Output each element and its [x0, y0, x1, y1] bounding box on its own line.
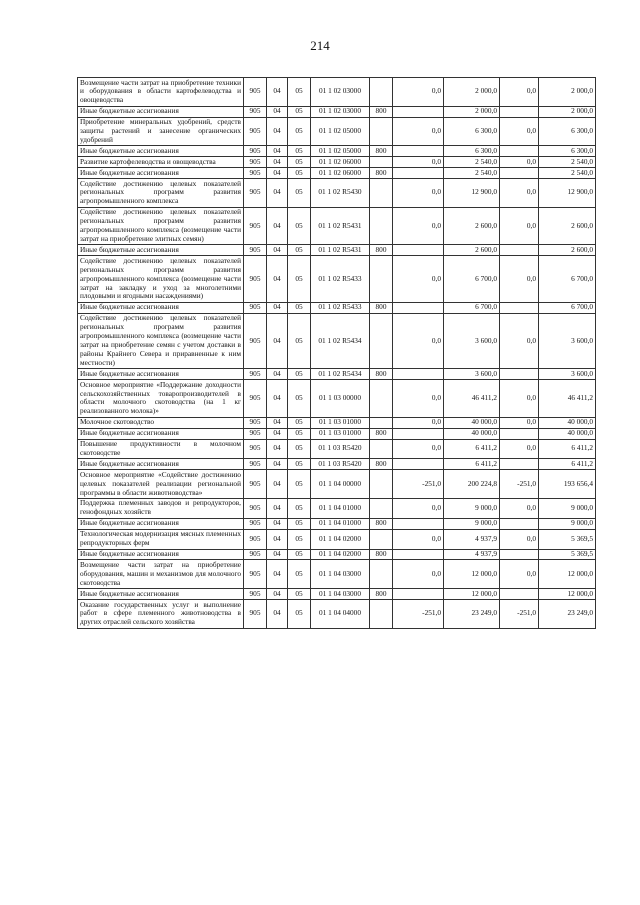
ministry-code: 905 — [244, 256, 267, 303]
amount-change-2: 0,0 — [500, 313, 539, 368]
ministry-code: 905 — [244, 157, 267, 168]
amount-total-2: 3 600,0 — [539, 369, 596, 380]
budget-item-name: Содействие достижению целевых показателей региональных программ развития агропромышленного комплекса (возмещение части затрат на приобретение семян с учетом доставки в районы Крайнего Севера и приравненные к ним местности) — [78, 313, 244, 368]
amount-change-2 — [500, 518, 539, 529]
target-article-code: 01 1 02 03000 — [311, 78, 370, 107]
amount-total-1: 6 700,0 — [444, 256, 500, 303]
amount-total-1: 40 000,0 — [444, 428, 500, 439]
amount-change-1: 0,0 — [393, 498, 444, 518]
budget-item-name: Технологическая модернизация мясных племенных репродукторных ферм — [78, 529, 244, 549]
expense-type-code — [370, 439, 393, 459]
amount-total-2: 23 249,0 — [539, 600, 596, 629]
amount-change-1 — [393, 549, 444, 560]
amount-change-1: 0,0 — [393, 560, 444, 589]
table-row — [78, 78, 596, 107]
amount-total-1: 2 540,0 — [444, 168, 500, 179]
amount-total-2: 6 300,0 — [539, 117, 596, 146]
amount-change-2: 0,0 — [500, 256, 539, 303]
target-article-code: 01 1 02 R5431 — [311, 207, 370, 245]
budget-item-name: Развитие картофелеводства и овощеводства — [78, 157, 244, 168]
amount-change-1 — [393, 459, 444, 470]
section-code: 04 — [267, 78, 288, 107]
table-row — [78, 549, 596, 560]
amount-total-1: 2 600,0 — [444, 245, 500, 256]
budget-item-name: Молочное скотоводство — [78, 417, 244, 428]
amount-change-2: 0,0 — [500, 439, 539, 459]
ministry-code: 905 — [244, 245, 267, 256]
amount-change-1 — [393, 302, 444, 313]
amount-change-2 — [500, 459, 539, 470]
amount-change-1: 0,0 — [393, 207, 444, 245]
expense-type-code: 800 — [370, 589, 393, 600]
subsection-code: 05 — [288, 600, 311, 629]
amount-total-2: 12 900,0 — [539, 179, 596, 208]
target-article-code: 01 1 04 02000 — [311, 549, 370, 560]
ministry-code: 905 — [244, 498, 267, 518]
page-number: 214 — [310, 38, 330, 53]
target-article-code: 01 1 03 R5420 — [311, 439, 370, 459]
expense-type-code: 800 — [370, 518, 393, 529]
amount-change-1: -251,0 — [393, 600, 444, 629]
expense-type-code — [370, 117, 393, 146]
subsection-code: 05 — [288, 380, 311, 418]
budget-item-name: Иные бюджетные ассигнования — [78, 302, 244, 313]
amount-total-1: 3 600,0 — [444, 369, 500, 380]
amount-total-2: 40 000,0 — [539, 417, 596, 428]
subsection-code: 05 — [288, 207, 311, 245]
table-row — [78, 459, 596, 470]
amount-total-1: 12 900,0 — [444, 179, 500, 208]
budget-item-name: Основное мероприятие «Содействие достижению целевых показателей реализации региональной программы в области животноводства» — [78, 470, 244, 499]
ministry-code: 905 — [244, 380, 267, 418]
subsection-code: 05 — [288, 589, 311, 600]
section-code: 04 — [267, 302, 288, 313]
section-code: 04 — [267, 529, 288, 549]
table-row — [78, 256, 596, 303]
subsection-code: 05 — [288, 560, 311, 589]
amount-change-2 — [500, 146, 539, 157]
amount-total-1: 4 937,9 — [444, 549, 500, 560]
ministry-code: 905 — [244, 117, 267, 146]
table-row — [78, 207, 596, 245]
subsection-code: 05 — [288, 117, 311, 146]
amount-total-2: 46 411,2 — [539, 380, 596, 418]
amount-change-1: 0,0 — [393, 380, 444, 418]
expense-type-code — [370, 78, 393, 107]
table-row — [78, 529, 596, 549]
target-article-code: 01 1 04 03000 — [311, 560, 370, 589]
ministry-code: 905 — [244, 589, 267, 600]
amount-change-2: 0,0 — [500, 498, 539, 518]
table-row — [78, 245, 596, 256]
target-article-code: 01 1 02 05000 — [311, 117, 370, 146]
amount-change-2: 0,0 — [500, 117, 539, 146]
amount-total-1: 12 000,0 — [444, 560, 500, 589]
section-code: 04 — [267, 313, 288, 368]
amount-total-1: 9 000,0 — [444, 518, 500, 529]
target-article-code: 01 1 02 R5434 — [311, 313, 370, 368]
table-row — [78, 589, 596, 600]
expense-type-code: 800 — [370, 549, 393, 560]
budget-item-name: Иные бюджетные ассигнования — [78, 245, 244, 256]
section-code: 04 — [267, 560, 288, 589]
subsection-code: 05 — [288, 518, 311, 529]
amount-total-1: 46 411,2 — [444, 380, 500, 418]
section-code: 04 — [267, 428, 288, 439]
subsection-code: 05 — [288, 106, 311, 117]
section-code: 04 — [267, 417, 288, 428]
expense-type-code — [370, 560, 393, 589]
subsection-code: 05 — [288, 302, 311, 313]
subsection-code: 05 — [288, 369, 311, 380]
table-row — [78, 313, 596, 368]
target-article-code: 01 1 04 03000 — [311, 589, 370, 600]
section-code: 04 — [267, 106, 288, 117]
table-row — [78, 380, 596, 418]
target-article-code: 01 1 02 R5434 — [311, 369, 370, 380]
budget-item-name: Иные бюджетные ассигнования — [78, 428, 244, 439]
amount-total-1: 6 300,0 — [444, 146, 500, 157]
amount-change-2 — [500, 106, 539, 117]
amount-change-1 — [393, 428, 444, 439]
amount-change-1: 0,0 — [393, 529, 444, 549]
table-row — [78, 179, 596, 208]
expense-type-code — [370, 380, 393, 418]
amount-total-2: 40 000,0 — [539, 428, 596, 439]
amount-change-2: 0,0 — [500, 560, 539, 589]
expense-type-code — [370, 179, 393, 208]
ministry-code: 905 — [244, 560, 267, 589]
table-row — [78, 560, 596, 589]
amount-total-2: 2 000,0 — [539, 106, 596, 117]
table-row — [78, 428, 596, 439]
section-code: 04 — [267, 518, 288, 529]
ministry-code: 905 — [244, 417, 267, 428]
subsection-code: 05 — [288, 498, 311, 518]
amount-change-1: 0,0 — [393, 78, 444, 107]
amount-total-1: 40 000,0 — [444, 417, 500, 428]
expense-type-code — [370, 470, 393, 499]
subsection-code: 05 — [288, 146, 311, 157]
amount-total-2: 9 000,0 — [539, 518, 596, 529]
amount-total-2: 6 700,0 — [539, 302, 596, 313]
target-article-code: 01 1 04 01000 — [311, 518, 370, 529]
target-article-code: 01 1 02 R5433 — [311, 256, 370, 303]
ministry-code: 905 — [244, 369, 267, 380]
section-code: 04 — [267, 498, 288, 518]
amount-change-1 — [393, 146, 444, 157]
amount-total-1: 23 249,0 — [444, 600, 500, 629]
amount-change-1 — [393, 518, 444, 529]
section-code: 04 — [267, 245, 288, 256]
amount-total-1: 6 411,2 — [444, 439, 500, 459]
table-row — [78, 146, 596, 157]
section-code: 04 — [267, 600, 288, 629]
amount-total-2: 2 540,0 — [539, 157, 596, 168]
amount-total-2: 2 540,0 — [539, 168, 596, 179]
table-row — [78, 600, 596, 629]
target-article-code: 01 1 02 R5430 — [311, 179, 370, 208]
amount-change-1: 0,0 — [393, 117, 444, 146]
amount-total-1: 2 600,0 — [444, 207, 500, 245]
expense-type-code: 800 — [370, 245, 393, 256]
budget-item-name: Возмещение части затрат на приобретение оборудования, машин и механизмов для молочного скотоводства — [78, 560, 244, 589]
expense-type-code — [370, 157, 393, 168]
amount-change-2 — [500, 168, 539, 179]
amount-change-1: -251,0 — [393, 470, 444, 499]
target-article-code: 01 1 03 01000 — [311, 417, 370, 428]
amount-change-1: 0,0 — [393, 417, 444, 428]
subsection-code: 05 — [288, 157, 311, 168]
section-code: 04 — [267, 589, 288, 600]
section-code: 04 — [267, 146, 288, 157]
amount-total-1: 6 700,0 — [444, 302, 500, 313]
table-row — [78, 117, 596, 146]
table-row — [78, 498, 596, 518]
expense-type-code — [370, 600, 393, 629]
amount-total-1: 6 300,0 — [444, 117, 500, 146]
amount-total-2: 6 411,2 — [539, 459, 596, 470]
table-row — [78, 439, 596, 459]
budget-item-name: Иные бюджетные ассигнования — [78, 168, 244, 179]
amount-total-2: 6 411,2 — [539, 439, 596, 459]
amount-change-2: -251,0 — [500, 600, 539, 629]
ministry-code: 905 — [244, 600, 267, 629]
expense-type-code: 800 — [370, 146, 393, 157]
budget-item-name: Оказание государственных услуг и выполнение работ в сфере племенного животноводства в других отраслей сельского хозяйства — [78, 600, 244, 629]
budget-table — [77, 77, 596, 629]
amount-total-2: 6 700,0 — [539, 256, 596, 303]
subsection-code: 05 — [288, 168, 311, 179]
amount-change-2: -251,0 — [500, 470, 539, 499]
budget-item-name: Поддержка племенных заводов и репродукторов, генофондных хозяйств — [78, 498, 244, 518]
ministry-code: 905 — [244, 78, 267, 107]
amount-change-2: 0,0 — [500, 78, 539, 107]
expense-type-code: 800 — [370, 106, 393, 117]
amount-change-1: 0,0 — [393, 157, 444, 168]
amount-change-1: 0,0 — [393, 179, 444, 208]
target-article-code: 01 1 02 03000 — [311, 106, 370, 117]
expense-type-code — [370, 256, 393, 303]
budget-item-name: Основное мероприятие «Поддержание доходности сельскохозяйственных товаропроизводителей в области молочного скотоводства (на 1 кг реализованного молока)» — [78, 380, 244, 418]
section-code: 04 — [267, 439, 288, 459]
subsection-code: 05 — [288, 179, 311, 208]
target-article-code: 01 1 03 R5420 — [311, 459, 370, 470]
section-code: 04 — [267, 470, 288, 499]
section-code: 04 — [267, 459, 288, 470]
subsection-code: 05 — [288, 417, 311, 428]
target-article-code: 01 1 02 06000 — [311, 157, 370, 168]
subsection-code: 05 — [288, 439, 311, 459]
amount-total-1: 2 540,0 — [444, 157, 500, 168]
amount-change-1 — [393, 589, 444, 600]
target-article-code: 01 1 04 02000 — [311, 529, 370, 549]
amount-total-2: 12 000,0 — [539, 560, 596, 589]
amount-change-1 — [393, 106, 444, 117]
section-code: 04 — [267, 256, 288, 303]
amount-change-2 — [500, 302, 539, 313]
amount-total-2: 2 600,0 — [539, 207, 596, 245]
amount-change-1 — [393, 369, 444, 380]
amount-total-1: 3 600,0 — [444, 313, 500, 368]
amount-total-2: 2 000,0 — [539, 78, 596, 107]
expense-type-code: 800 — [370, 428, 393, 439]
amount-change-2: 0,0 — [500, 157, 539, 168]
table-row — [78, 518, 596, 529]
section-code: 04 — [267, 549, 288, 560]
budget-item-name: Иные бюджетные ассигнования — [78, 459, 244, 470]
budget-item-name: Иные бюджетные ассигнования — [78, 106, 244, 117]
ministry-code: 905 — [244, 106, 267, 117]
table-row — [78, 157, 596, 168]
amount-change-2 — [500, 369, 539, 380]
amount-total-2: 2 600,0 — [539, 245, 596, 256]
budget-item-name: Повышение продуктивности в молочном скотоводстве — [78, 439, 244, 459]
expense-type-code — [370, 498, 393, 518]
amount-change-2: 0,0 — [500, 179, 539, 208]
expense-type-code: 800 — [370, 168, 393, 179]
table-row — [78, 168, 596, 179]
target-article-code: 01 1 04 04000 — [311, 600, 370, 629]
amount-total-1: 2 000,0 — [444, 78, 500, 107]
ministry-code: 905 — [244, 549, 267, 560]
amount-total-1: 6 411,2 — [444, 459, 500, 470]
amount-change-2 — [500, 428, 539, 439]
ministry-code: 905 — [244, 529, 267, 549]
ministry-code: 905 — [244, 459, 267, 470]
table-row — [78, 417, 596, 428]
section-code: 04 — [267, 369, 288, 380]
amount-change-1: 0,0 — [393, 439, 444, 459]
subsection-code: 05 — [288, 470, 311, 499]
section-code: 04 — [267, 168, 288, 179]
amount-change-2: 0,0 — [500, 529, 539, 549]
budget-item-name: Содействие достижению целевых показателей региональных программ развития агропромышленного комплекса (возмещение части затрат на приобретение элитных семян) — [78, 207, 244, 245]
ministry-code: 905 — [244, 179, 267, 208]
amount-total-2: 6 300,0 — [539, 146, 596, 157]
section-code: 04 — [267, 207, 288, 245]
expense-type-code — [370, 529, 393, 549]
section-code: 04 — [267, 380, 288, 418]
target-article-code: 01 1 04 01000 — [311, 498, 370, 518]
target-article-code: 01 1 02 05000 — [311, 146, 370, 157]
ministry-code: 905 — [244, 428, 267, 439]
ministry-code: 905 — [244, 168, 267, 179]
amount-change-1: 0,0 — [393, 256, 444, 303]
amount-change-1: 0,0 — [393, 313, 444, 368]
expense-type-code: 800 — [370, 369, 393, 380]
amount-change-2 — [500, 549, 539, 560]
table-row — [78, 470, 596, 499]
table-row — [78, 369, 596, 380]
amount-total-2: 5 369,5 — [539, 529, 596, 549]
amount-change-2 — [500, 245, 539, 256]
budget-item-name: Содействие достижению целевых показателей региональных программ развития агропромышленного комплекса — [78, 179, 244, 208]
table-row — [78, 302, 596, 313]
budget-item-name: Содействие достижению целевых показателей региональных программ развития агропромышленного комплекса (возмещение части затрат на закладку и уход за многолетними плодовыми и ягодными насаждениями) — [78, 256, 244, 303]
expense-type-code: 800 — [370, 302, 393, 313]
expense-type-code — [370, 417, 393, 428]
ministry-code: 905 — [244, 207, 267, 245]
budget-item-name: Иные бюджетные ассигнования — [78, 518, 244, 529]
target-article-code: 01 1 03 01000 — [311, 428, 370, 439]
budget-item-name: Возмещение части затрат на приобретение техники и оборудования в области картофелеводства и овощеводства — [78, 78, 244, 107]
subsection-code: 05 — [288, 313, 311, 368]
amount-total-1: 200 224,8 — [444, 470, 500, 499]
subsection-code: 05 — [288, 459, 311, 470]
section-code: 04 — [267, 157, 288, 168]
table-row — [78, 106, 596, 117]
ministry-code: 905 — [244, 313, 267, 368]
expense-type-code: 800 — [370, 459, 393, 470]
target-article-code: 01 1 04 00000 — [311, 470, 370, 499]
expense-type-code — [370, 313, 393, 368]
subsection-code: 05 — [288, 529, 311, 549]
amount-total-2: 9 000,0 — [539, 498, 596, 518]
subsection-code: 05 — [288, 78, 311, 107]
ministry-code: 905 — [244, 439, 267, 459]
amount-total-2: 193 656,4 — [539, 470, 596, 499]
budget-item-name: Иные бюджетные ассигнования — [78, 146, 244, 157]
amount-change-1 — [393, 168, 444, 179]
section-code: 04 — [267, 179, 288, 208]
amount-change-2 — [500, 589, 539, 600]
budget-item-name: Иные бюджетные ассигнования — [78, 589, 244, 600]
target-article-code: 01 1 02 R5431 — [311, 245, 370, 256]
amount-total-1: 2 000,0 — [444, 106, 500, 117]
target-article-code: 01 1 03 00000 — [311, 380, 370, 418]
amount-change-2: 0,0 — [500, 207, 539, 245]
ministry-code: 905 — [244, 518, 267, 529]
amount-change-1 — [393, 245, 444, 256]
expense-type-code — [370, 207, 393, 245]
amount-change-2: 0,0 — [500, 417, 539, 428]
budget-item-name: Иные бюджетные ассигнования — [78, 369, 244, 380]
target-article-code: 01 1 02 06000 — [311, 168, 370, 179]
amount-total-2: 5 369,5 — [539, 549, 596, 560]
amount-change-2: 0,0 — [500, 380, 539, 418]
budget-item-name: Приобретение минеральных удобрений, средств защиты растений и занесение органических удобрений — [78, 117, 244, 146]
subsection-code: 05 — [288, 549, 311, 560]
section-code: 04 — [267, 117, 288, 146]
amount-total-1: 12 000,0 — [444, 589, 500, 600]
ministry-code: 905 — [244, 146, 267, 157]
amount-total-2: 12 000,0 — [539, 589, 596, 600]
amount-total-1: 9 000,0 — [444, 498, 500, 518]
subsection-code: 05 — [288, 245, 311, 256]
ministry-code: 905 — [244, 470, 267, 499]
subsection-code: 05 — [288, 256, 311, 303]
amount-total-2: 3 600,0 — [539, 313, 596, 368]
target-article-code: 01 1 02 R5433 — [311, 302, 370, 313]
amount-total-1: 4 937,9 — [444, 529, 500, 549]
ministry-code: 905 — [244, 302, 267, 313]
budget-item-name: Иные бюджетные ассигнования — [78, 549, 244, 560]
subsection-code: 05 — [288, 428, 311, 439]
